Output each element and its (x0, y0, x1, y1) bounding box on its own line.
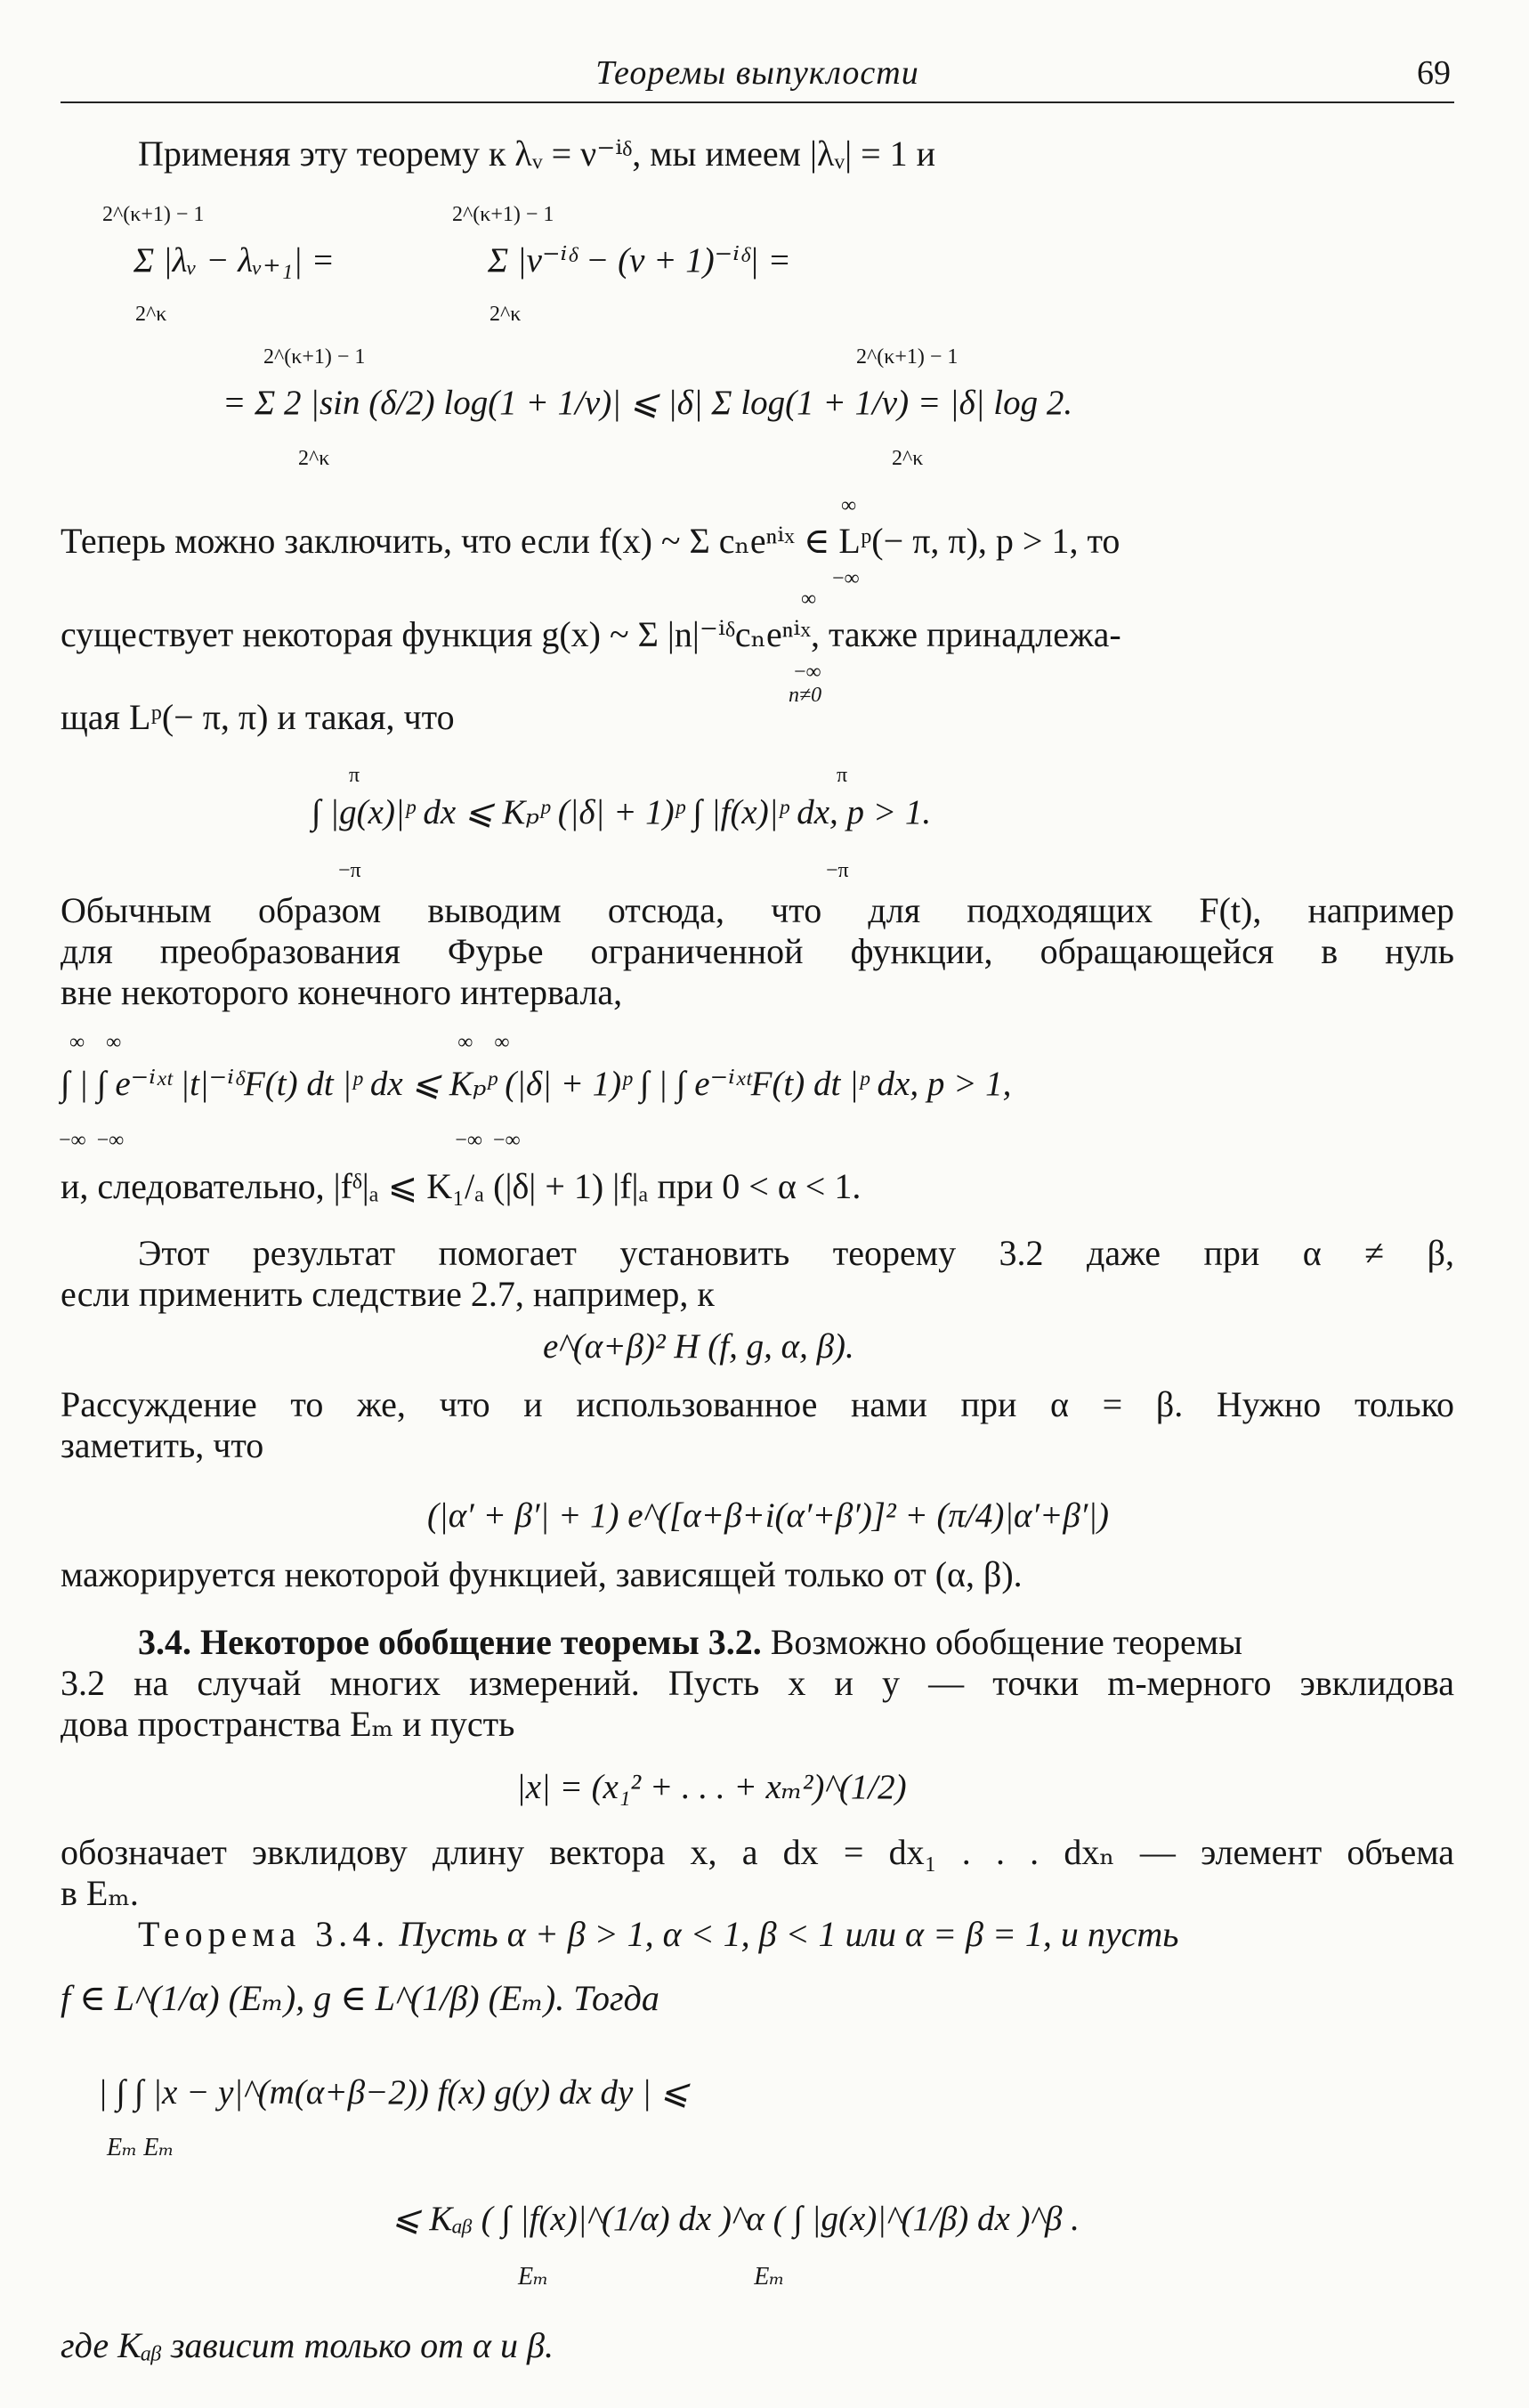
sum-upper-limit: 2^(κ+1) − 1 (263, 345, 366, 369)
sum-lower-limit: −∞ (832, 567, 860, 590)
text-line: Применяя эту теорему к λᵥ = ν⁻ⁱᵟ, мы имеем |λᵥ| = 1 и (138, 134, 936, 174)
text-line: щая Lᵖ(− π, π) и такая, что (61, 697, 455, 737)
equation: | ∫ ∫ |x − y|^(m(α+β−2)) f(x) g(y) dx dy | ⩽ (98, 2073, 690, 2112)
equation: ∫ | ∫ e⁻ⁱˣᵗ |t|⁻ⁱᵟF(t) dt |ᵖ dx ⩽ Kₚᵖ (|δ| + 1)ᵖ ∫ | ∫ e⁻ⁱˣᵗF(t) dt |ᵖ dx, p > 1, (61, 1065, 1012, 1103)
text-line: существует некоторая функция g(x) ~ Σ |n|⁻ⁱᵟcₙeⁿⁱˣ, также принадлежа- (61, 614, 1121, 654)
theorem-line (138, 1914, 1178, 1955)
sum-lower-limit: 2^κ (892, 447, 924, 470)
integral-domains: Eₘ Eₘ (107, 2134, 174, 2161)
text-line: в Eₘ. (61, 1873, 139, 1913)
sum-lower-limit: 2^κ (135, 303, 167, 326)
text-line: для преобразования Фурье ограниченной функции, обращающейся в нуль (61, 931, 1454, 971)
integral-domains: Eₘ Eₘ (518, 2263, 785, 2290)
text-line: если применить следствие 2.7, например, к (61, 1274, 715, 1314)
equation: (|α′ + β′| + 1) e^([α+β+i(α′+β′)]² + (π/4)|α′+β′|) (427, 1496, 1110, 1535)
integral-lower-limit: −π (338, 859, 361, 882)
sum-upper-limit: 2^(κ+1) − 1 (452, 203, 554, 226)
running-header (61, 53, 1454, 107)
integral-upper-limit: π (349, 764, 360, 787)
text-line: f ∈ L^(1/α) (Eₘ), g ∈ L^(1/β) (Eₘ). Тогда (61, 1978, 659, 2018)
sum-lower-limit: 2^κ (489, 303, 522, 326)
equation: |x| = (x₁² + . . . + xₘ²)^(1/2) (516, 1768, 907, 1806)
integral-upper-limits: ∞ ∞ ∞ ∞ (69, 1031, 510, 1054)
sum-lower-limit: −∞ (794, 661, 821, 684)
equation: Σ |λᵥ − λᵥ₊₁| = (133, 241, 336, 280)
sum-lower-limit: 2^κ (298, 447, 330, 470)
text-line: Теперь можно заключить, что если f(x) ~ Σ cₙeⁿⁱˣ ∈ Lᵖ(− π, π), p > 1, то (61, 521, 1120, 561)
equation: e^(α+β)² H (f, g, α, β). (543, 1327, 854, 1366)
integral-lower-limit: −π (826, 859, 849, 882)
equation: ∫ |g(x)|ᵖ dx ⩽ Kₚᵖ (|δ| + 1)ᵖ ∫ |f(x)|ᵖ dx, p > 1. (311, 793, 932, 831)
integral-upper-limit: π (837, 764, 848, 787)
section-text: Возможно обобщение теоремы (761, 1622, 1242, 1662)
text-line: Обычным образом выводим отсюда, что для подходящих F(t), например (61, 890, 1454, 930)
text-line: заметить, что (61, 1425, 264, 1465)
sum-upper-limit: 2^(κ+1) − 1 (102, 203, 205, 226)
page-number: 69 (1417, 54, 1451, 92)
text-line: обозначает эвклидову длину вектора x, а dx = dx₁ . . . dxₙ — элемент объема (61, 1832, 1454, 1872)
equation: = Σ 2 |sin (δ/2) log(1 + 1/ν)| ⩽ |δ| Σ log(1 + 1/ν) = |δ| log 2. (222, 384, 1073, 422)
sum-upper-limit: ∞ (841, 494, 857, 517)
text-line: Рассуждение то же, что и использованное нами при α = β. Нужно только (61, 1384, 1454, 1424)
sum-condition: n≠0 (789, 684, 822, 707)
text-line: и, следовательно, |fᵟ|ₐ ⩽ K₁/ₐ (|δ| + 1) |f|ₐ при 0 < α < 1. (61, 1166, 862, 1206)
text-line: дова пространства Eₘ и пусть (61, 1704, 515, 1744)
equation: Σ |ν⁻ⁱᵟ − (ν + 1)⁻ⁱᵟ| = (488, 241, 791, 280)
section-heading: 3.4. Некоторое обобщение теоремы 3.2. (138, 1622, 762, 1662)
header-rule (61, 101, 1454, 103)
equation: ⩽ Kₐᵦ ( ∫ |f(x)|^(1/α) dx )^α ( ∫ |g(x)|^(1/β) dx )^β . (392, 2200, 1080, 2238)
text-line: вне некоторого конечного интервала, (61, 972, 623, 1012)
sum-upper-limit: ∞ (801, 588, 817, 611)
text-line: 3.2 на случай многих измерений. Пусть x и y — точки m-мерного эвклидова (61, 1663, 1454, 1703)
text-line: мажорируется некоторой функцией, зависящей только от (α, β). (61, 1554, 1023, 1594)
running-title: Теоремы выпуклости (595, 54, 919, 92)
theorem-label: Теорема 3.4. (138, 1914, 391, 1954)
integral-lower-limits: −∞ −∞ −∞ −∞ (59, 1129, 521, 1152)
section-line (138, 1622, 1242, 1663)
text-line: где Kₐᵦ зависит только от α и β. (61, 2325, 554, 2365)
sum-upper-limit: 2^(κ+1) − 1 (856, 345, 959, 369)
text-line: Этот результат помогает установить теорему 3.2 даже при α ≠ β, (138, 1233, 1454, 1273)
theorem-text: Пусть α + β > 1, α < 1, β < 1 или α = β = 1, и пусть (390, 1914, 1179, 1954)
